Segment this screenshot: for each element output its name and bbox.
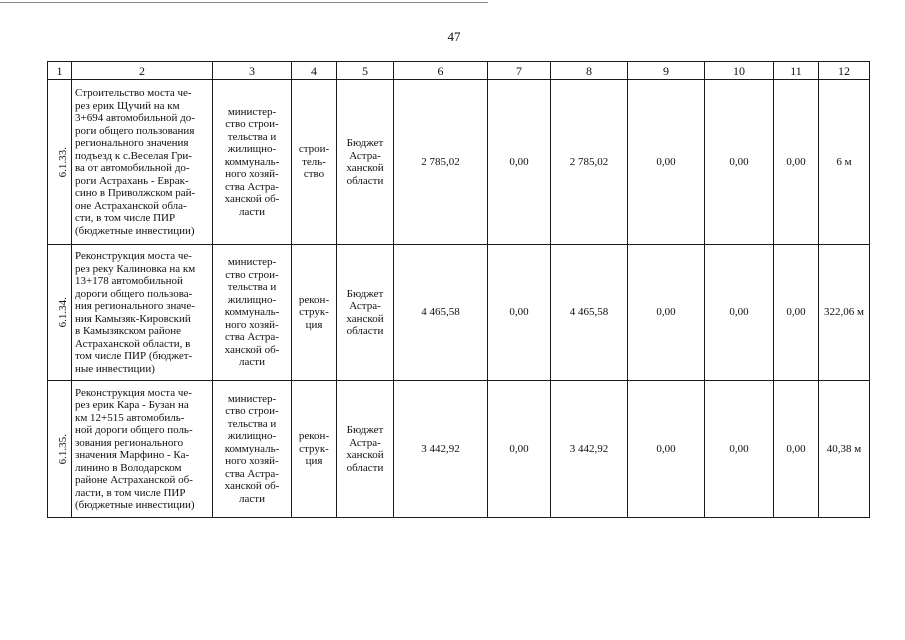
value-cell-7	[488, 381, 551, 518]
capacity-value: 6 м	[836, 155, 852, 168]
column-header: 9	[628, 62, 705, 80]
capacity-cell	[819, 80, 870, 245]
value: 0,00	[786, 306, 806, 319]
value: 2 785,02	[569, 155, 609, 168]
value-cell-8	[551, 381, 628, 518]
row-number: 6.1.35.	[56, 433, 69, 465]
row-number-cell	[48, 245, 72, 381]
column-header: 2	[72, 62, 213, 80]
value-cell-11	[774, 245, 819, 381]
column-header: 4	[292, 62, 337, 80]
table-row	[48, 80, 870, 245]
column-header: 11	[774, 62, 819, 80]
value: 3 442,92	[569, 442, 609, 455]
customer-cell	[213, 245, 292, 381]
row-number: 6.1.33.	[56, 146, 69, 178]
row-number-cell	[48, 80, 72, 245]
funding-source: Бюджет Астра- ханской области	[346, 287, 384, 337]
capacity-value: 322,06 м	[824, 306, 864, 319]
row-number-cell	[48, 381, 72, 518]
value-cell-9	[628, 80, 705, 245]
capacity-cell	[819, 245, 870, 381]
column-header: 8	[551, 62, 628, 80]
value: 4 465,58	[569, 306, 609, 319]
funding-source: Бюджет Астра- ханской области	[346, 137, 384, 187]
value-cell-8	[551, 245, 628, 381]
capacity-value: 40,38 м	[826, 442, 862, 455]
value-cell-9	[628, 381, 705, 518]
value: 0,00	[656, 442, 676, 455]
work-type: строи- тель- ство	[298, 143, 330, 181]
value: 3 442,92	[421, 442, 460, 455]
value: 0,00	[729, 155, 749, 168]
value: 0,00	[509, 306, 529, 319]
work-type: рекон- струк- ция	[298, 293, 330, 331]
object-name-cell	[72, 80, 213, 245]
work-type-cell	[292, 381, 337, 518]
object-name: Реконструкция моста че- рез реку Калиновка на км 13+178 автомобильной дороги общего пользова- ния регионального значе- ния Камызяк-Кировский в Камызякском районе Астраханской области, в том числе ПИР (бюджет- ные инвестиции)	[75, 250, 196, 375]
value: 4 465,58	[421, 306, 460, 319]
column-header: 10	[705, 62, 774, 80]
value-cell-6	[394, 80, 488, 245]
object-name: Реконструкция моста че- рез ерик Кара - Бузан на км 12+515 автомобиль- ной дороги общего поль- зования регионального значения Марфино - Ка- линино в Володарском районе Астраханской об- ласти, в том числе ПИР (бюджетные инвестиции)	[75, 386, 195, 511]
page-number: 47	[447, 29, 461, 44]
value-cell-9	[628, 245, 705, 381]
value-cell-10	[705, 80, 774, 245]
value-cell-6	[394, 381, 488, 518]
value-cell-6	[394, 245, 488, 381]
customer-cell	[213, 381, 292, 518]
column-header: 7	[488, 62, 551, 80]
funding-source-cell	[337, 245, 394, 381]
funding-source: Бюджет Астра- ханской области	[346, 424, 384, 474]
capacity-cell	[819, 381, 870, 518]
customer-name: министер- ство строи- тельства и жилищно- коммуналь- ного хозяй- ства Астра- ханской об- ласти	[224, 392, 280, 505]
customer-cell	[213, 80, 292, 245]
value-cell-11	[774, 381, 819, 518]
top-rule	[0, 2, 488, 3]
customer-name: министер- ство строи- тельства и жилищно- коммуналь- ного хозяй- ства Астра- ханской об- ласти	[224, 105, 280, 218]
value-cell-11	[774, 80, 819, 245]
table-row	[48, 381, 870, 518]
header-row	[48, 62, 870, 80]
value: 0,00	[786, 442, 806, 455]
value: 2 785,02	[421, 155, 460, 168]
value-cell-8	[551, 80, 628, 245]
table-row	[48, 245, 870, 381]
object-name-cell	[72, 245, 213, 381]
column-header: 6	[394, 62, 488, 80]
value-cell-7	[488, 245, 551, 381]
work-type-cell	[292, 245, 337, 381]
customer-name: министер- ство строи- тельства и жилищно- коммуналь- ного хозяй- ства Астра- ханской об- ласти	[224, 256, 280, 369]
value: 0,00	[656, 306, 676, 319]
value: 0,00	[729, 442, 749, 455]
column-header: 1	[48, 62, 72, 80]
value: 0,00	[656, 155, 676, 168]
column-header: 12	[819, 62, 870, 80]
funding-source-cell	[337, 381, 394, 518]
column-header: 3	[213, 62, 292, 80]
funding-source-cell	[337, 80, 394, 245]
value: 0,00	[509, 442, 529, 455]
row-number: 6.1.34.	[56, 297, 69, 328]
value-cell-10	[705, 381, 774, 518]
value-cell-10	[705, 245, 774, 381]
object-name: Строительство моста че- рез ерик Щучий на км 3+694 автомобильной до- роги общего пользования регионального значения подъезд к с.Веселая Гри- ва от автомобильной до- роги Астрахань - Еврак- сино в Приволжском рай- оне Астраханской обла- сти, в том числе ПИР (бюджетные инвестиции)	[75, 87, 196, 237]
budget-table	[47, 61, 870, 518]
value: 0,00	[786, 155, 806, 168]
work-type: рекон- струк- ция	[298, 430, 330, 468]
value: 0,00	[729, 306, 749, 319]
object-name-cell	[72, 381, 213, 518]
column-header: 5	[337, 62, 394, 80]
value-cell-7	[488, 80, 551, 245]
work-type-cell	[292, 80, 337, 245]
value: 0,00	[509, 155, 529, 168]
